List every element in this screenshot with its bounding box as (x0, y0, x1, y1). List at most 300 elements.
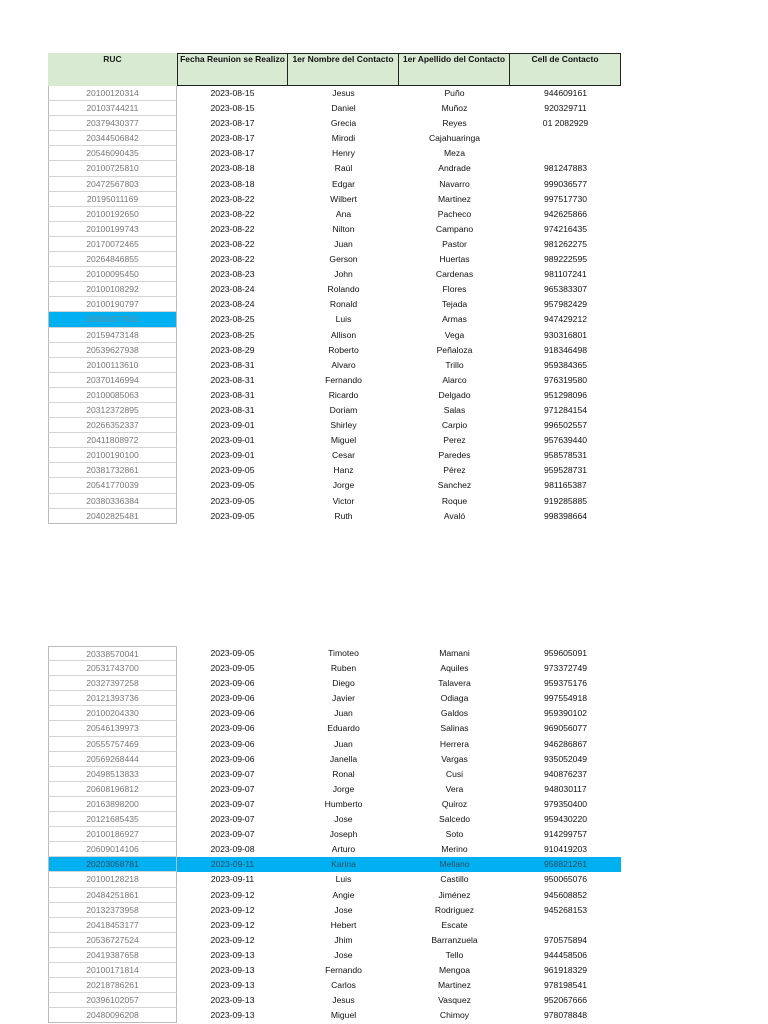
apellido-cell[interactable]: Avaló (443, 510, 466, 521)
table-row (48, 661, 621, 676)
nombre-cell[interactable]: Jhim (334, 934, 353, 945)
ruc-cell[interactable]: 20312372895 (48, 403, 177, 418)
ruc-cell[interactable]: 20539627938 (48, 343, 177, 358)
nombre-cell[interactable]: Doriam (329, 404, 358, 415)
ruc-cell[interactable]: 20100186927 (48, 827, 177, 842)
fecha-cell[interactable]: 2023-09-07 (210, 768, 255, 779)
fecha-cell[interactable]: 2023-09-12 (210, 934, 255, 945)
nombre-cell[interactable]: Joseph (329, 829, 358, 840)
nombre-cell[interactable]: Angie (332, 889, 355, 900)
cell-number-cell[interactable]: 957982429 (543, 299, 587, 310)
fecha-cell[interactable]: 2023-09-06 (210, 693, 255, 704)
table-row (48, 116, 621, 131)
fecha-cell[interactable]: 2023-08-29 (210, 344, 255, 355)
cell-number-cell[interactable]: 974216435 (543, 223, 587, 234)
nombre-cell[interactable]: Mirodi (331, 133, 356, 144)
fecha-cell[interactable]: 2023-08-18 (210, 163, 255, 174)
ruc-cell[interactable]: 20569268444 (48, 752, 177, 767)
apellido-cell[interactable]: Salcedo (438, 814, 471, 825)
apellido-cell[interactable]: Perez (443, 435, 466, 446)
nombre-cell[interactable]: Victor (332, 495, 355, 506)
apellido-cell[interactable]: Puño (444, 88, 465, 98)
fecha-cell[interactable]: 2023-08-17 (210, 118, 255, 129)
cell-number-cell[interactable]: 997554918 (543, 693, 587, 704)
fecha-cell[interactable]: 2023-09-13 (210, 980, 255, 991)
nombre-cell[interactable]: Miguel (330, 435, 357, 446)
cell-number-cell[interactable]: 947429212 (543, 314, 587, 325)
fecha-cell[interactable]: 2023-09-11 (210, 859, 255, 870)
table-row (48, 433, 621, 448)
ruc-cell[interactable]: 20379430377 (48, 116, 177, 131)
apellido-cell[interactable]: Andrade (438, 163, 471, 174)
nombre-cell[interactable]: Nilton (332, 223, 355, 234)
ruc-cell[interactable]: 20100171814 (48, 963, 177, 978)
table-row (48, 237, 621, 252)
ruc-cell[interactable]: 20536727524 (48, 933, 177, 948)
cell-number-cell[interactable] (510, 918, 621, 933)
fecha-cell[interactable]: 2023-09-05 (210, 510, 255, 521)
fecha-cell[interactable]: 2023-09-05 (210, 480, 255, 491)
apellido-cell[interactable]: Carpio (441, 420, 468, 431)
apellido-cell[interactable]: Vasquez (438, 995, 471, 1006)
nombre-cell[interactable]: Juan (334, 738, 353, 749)
nombre-cell[interactable]: Arturo (331, 844, 356, 855)
fecha-cell[interactable]: 2023-09-01 (210, 450, 255, 461)
ruc-cell[interactable]: 20100085063 (48, 388, 177, 403)
cell-number-cell[interactable]: 961918329 (543, 964, 587, 975)
fecha-cell[interactable]: 2023-09-07 (210, 798, 255, 809)
cell-number-cell[interactable]: 959528731 (543, 465, 587, 476)
cell-number-cell[interactable]: 978198541 (543, 980, 587, 991)
contacts-table-2 (48, 646, 621, 1023)
table-row (48, 721, 621, 736)
table-row (48, 842, 621, 857)
ruc-cell[interactable]: 20472567803 (48, 177, 177, 192)
nombre-cell[interactable]: Juan (334, 708, 353, 719)
nombre-cell[interactable]: Juan (334, 238, 353, 249)
nombre-cell[interactable]: Ruth (334, 510, 353, 521)
apellido-cell[interactable]: Salinas (440, 723, 469, 734)
cell-number-cell[interactable]: 997517730 (543, 193, 587, 204)
fecha-cell[interactable]: 2023-09-08 (210, 844, 255, 855)
nombre-cell[interactable]: Fernando (325, 964, 362, 975)
ruc-cell[interactable]: 20555757469 (48, 737, 177, 752)
fecha-cell[interactable]: 2023-09-07 (210, 814, 255, 825)
cell-number-cell[interactable]: 945268153 (543, 904, 587, 915)
ruc-cell[interactable]: 20304177552 (48, 312, 177, 327)
apellido-cell[interactable]: Pastor (442, 238, 467, 249)
cell-number-cell[interactable]: 01 2082929 (542, 118, 589, 129)
fecha-cell[interactable]: 2023-08-31 (210, 389, 255, 400)
apellido-cell[interactable]: Tello (445, 949, 464, 960)
fecha-cell[interactable]: 2023-08-15 (210, 103, 255, 114)
ruc-cell[interactable]: 20100108292 (48, 282, 177, 297)
nombre-cell[interactable]: Diego (332, 678, 355, 689)
cell-number-cell[interactable]: 944609161 (543, 88, 587, 98)
cell-number-cell[interactable]: 965383307 (543, 284, 587, 295)
apellido-cell[interactable]: Rodriguez (434, 904, 475, 915)
nombre-cell[interactable]: Alvaro (331, 359, 356, 370)
ruc-cell[interactable]: 20100128218 (48, 872, 177, 887)
apellido-cell[interactable]: Vargas (441, 753, 468, 764)
cell-number-cell[interactable]: 919285885 (543, 495, 587, 506)
ruc-cell[interactable]: 20541770039 (48, 478, 177, 493)
table-row (48, 933, 621, 948)
cell-number-cell[interactable]: 959430220 (543, 814, 587, 825)
fecha-cell[interactable]: 2023-08-15 (210, 88, 255, 98)
nombre-cell[interactable]: Luis (335, 314, 352, 325)
fecha-cell[interactable]: 2023-09-01 (210, 435, 255, 446)
ruc-cell[interactable]: 20266352337 (48, 418, 177, 433)
ruc-cell[interactable]: 20163898200 (48, 797, 177, 812)
ruc-cell[interactable]: 20370146994 (48, 373, 177, 388)
cell-number-cell[interactable]: 959375176 (543, 678, 587, 689)
apellido-cell[interactable]: Campano (435, 223, 474, 234)
cell-number-cell[interactable]: 944458506 (543, 949, 587, 960)
ruc-cell[interactable]: 20100192650 (48, 207, 177, 222)
ruc-cell[interactable]: 20402825481 (48, 509, 177, 524)
cell-number-cell[interactable] (510, 146, 621, 161)
fecha-cell[interactable]: 2023-09-12 (210, 889, 255, 900)
fecha-cell[interactable]: 2023-08-22 (210, 254, 255, 265)
ruc-cell[interactable]: 20195011169 (48, 192, 177, 207)
table-row (48, 388, 621, 403)
nombre-cell[interactable]: Edgar (332, 178, 355, 189)
cell-number-cell[interactable]: 930316801 (543, 329, 587, 340)
fecha-cell[interactable]: 2023-08-31 (210, 374, 255, 385)
nombre-cell[interactable]: Fernando (325, 374, 362, 385)
cell-number-cell[interactable]: 981247883 (543, 163, 587, 174)
table-row (48, 752, 621, 767)
cell-number-cell[interactable]: 952067666 (543, 995, 587, 1006)
nombre-cell[interactable]: Roberto (328, 344, 359, 355)
fecha-cell[interactable]: 2023-08-24 (210, 284, 255, 295)
cell-number-cell[interactable]: 957639440 (543, 435, 587, 446)
table-row (48, 948, 621, 963)
table-row (48, 328, 621, 343)
apellido-cell[interactable]: Sanchez (437, 480, 472, 491)
apellido-cell[interactable]: Mamani (439, 648, 470, 658)
ruc-cell[interactable]: 20480096208 (48, 1008, 177, 1023)
apellido-cell[interactable]: Peñaloza (436, 344, 473, 355)
apellido-cell[interactable]: Galdos (440, 708, 469, 719)
ruc-cell[interactable]: 20396102057 (48, 993, 177, 1008)
cell-number-cell[interactable]: 970575894 (543, 934, 587, 945)
ruc-cell[interactable]: 20344506842 (48, 131, 177, 146)
ruc-cell[interactable]: 20484251861 (48, 888, 177, 903)
apellido-cell[interactable]: Huertas (439, 254, 470, 265)
fecha-cell[interactable]: 2023-09-11 (210, 874, 255, 885)
fecha-cell[interactable]: 2023-09-06 (210, 723, 255, 734)
ruc-cell[interactable]: 20381732861 (48, 463, 177, 478)
nombre-cell[interactable]: Carlos (331, 980, 356, 991)
ruc-cell[interactable]: 20159473148 (48, 328, 177, 343)
apellido-cell[interactable]: Martinez (438, 193, 471, 204)
fecha-cell[interactable]: 2023-09-07 (210, 783, 255, 794)
fecha-cell[interactable]: 2023-08-24 (210, 299, 255, 310)
cell-number-cell[interactable]: 945608852 (543, 889, 587, 900)
cell-number-cell[interactable] (510, 131, 621, 146)
table-row (48, 888, 621, 903)
apellido-cell[interactable]: Mellano (439, 859, 470, 870)
header-nombre: 1er Nombre del Contacto (288, 53, 399, 86)
apellido-cell[interactable]: Navarro (439, 178, 470, 189)
nombre-cell[interactable]: Janella (329, 753, 358, 764)
nombre-cell[interactable]: Ana (335, 208, 352, 219)
apellido-cell[interactable]: Aquiles (440, 663, 469, 674)
apellido-cell[interactable]: Cusi (445, 768, 464, 779)
nombre-cell[interactable]: Humberto (324, 798, 363, 809)
ruc-cell[interactable]: 20100113610 (48, 358, 177, 373)
fecha-cell[interactable]: 2023-08-25 (210, 329, 255, 340)
ruc-cell[interactable]: 20121685435 (48, 812, 177, 827)
cell-number-cell[interactable]: 914299757 (543, 829, 587, 840)
ruc-cell[interactable]: 20609014106 (48, 842, 177, 857)
apellido-cell[interactable]: Escate (441, 919, 468, 930)
cell-number-cell[interactable]: 959390102 (543, 708, 587, 719)
nombre-cell[interactable]: Jose (334, 904, 353, 915)
apellido-cell[interactable]: Jiménez (438, 889, 471, 900)
table-row (48, 978, 621, 993)
cell-number-cell[interactable]: 958578531 (543, 450, 587, 461)
nombre-cell[interactable]: Timoteo (328, 648, 359, 658)
fecha-cell[interactable]: 2023-08-25 (210, 314, 255, 325)
apellido-cell[interactable]: Chimoy (439, 1010, 470, 1021)
ruc-cell[interactable]: 20100120314 (48, 86, 177, 101)
apellido-cell[interactable]: Flores (442, 284, 467, 295)
apellido-cell[interactable]: Tejada (441, 299, 468, 310)
ruc-cell[interactable]: 20103744211 (48, 101, 177, 116)
cell-number-cell[interactable]: 979350400 (543, 798, 587, 809)
nombre-cell[interactable]: Ronald (329, 299, 358, 310)
ruc-cell[interactable]: 20100199743 (48, 222, 177, 237)
cell-number-cell[interactable]: 942625866 (543, 208, 587, 219)
fecha-cell[interactable]: 2023-09-13 (210, 1010, 255, 1021)
fecha-cell[interactable]: 2023-08-23 (210, 269, 255, 280)
table-header (48, 53, 621, 86)
apellido-cell[interactable]: Cardenas (435, 269, 474, 280)
apellido-cell[interactable]: Herrera (439, 738, 470, 749)
table-row (48, 706, 621, 721)
table-row (48, 463, 621, 478)
apellido-cell[interactable]: Pérez (443, 465, 466, 476)
ruc-cell[interactable]: 20100095450 (48, 267, 177, 282)
ruc-cell[interactable]: 20411808972 (48, 433, 177, 448)
apellido-cell[interactable]: Martinez (438, 980, 471, 991)
fecha-cell[interactable]: 2023-09-05 (210, 495, 255, 506)
apellido-cell[interactable]: Castillo (440, 874, 469, 885)
fecha-cell[interactable]: 2023-09-07 (210, 829, 255, 840)
ruc-cell[interactable]: 20380336384 (48, 494, 177, 509)
nombre-cell[interactable]: Luis (335, 874, 352, 885)
ruc-cell[interactable]: 20546139973 (48, 721, 177, 736)
cell-number-cell[interactable]: 918346498 (543, 344, 587, 355)
ruc-cell[interactable]: 20100204330 (48, 706, 177, 721)
cell-number-cell[interactable]: 978078848 (543, 1010, 587, 1021)
apellido-cell[interactable]: Delgado (438, 389, 471, 400)
cell-number-cell[interactable]: 950065076 (543, 874, 587, 885)
nombre-cell[interactable]: Shirley (330, 420, 357, 431)
table-row (48, 252, 621, 267)
nombre-cell[interactable]: Rolando (327, 284, 360, 295)
fecha-cell[interactable]: 2023-08-22 (210, 193, 255, 204)
ruc-cell[interactable]: 20546090435 (48, 146, 177, 161)
apellido-cell[interactable]: Vera (445, 783, 464, 794)
fecha-cell[interactable]: 2023-08-22 (210, 223, 255, 234)
cell-number-cell[interactable]: 920329711 (544, 103, 587, 114)
ruc-cell[interactable]: 20327397258 (48, 676, 177, 691)
fecha-cell[interactable]: 2023-09-12 (210, 904, 255, 915)
fecha-cell[interactable]: 2023-09-01 (210, 420, 255, 431)
apellido-cell[interactable]: Cajahuaringa (428, 133, 481, 144)
nombre-cell[interactable]: Cesar (332, 450, 355, 461)
table-row (48, 993, 621, 1008)
fecha-cell[interactable]: 2023-09-05 (210, 648, 255, 658)
cell-number-cell[interactable]: 959384365 (543, 359, 587, 370)
nombre-cell[interactable]: Henry (332, 148, 355, 159)
nombre-cell[interactable]: Grecia (330, 118, 357, 129)
ruc-cell[interactable]: 20100190797 (48, 297, 177, 312)
apellido-cell[interactable]: Trillo (445, 359, 464, 370)
ruc-cell[interactable]: 20419387658 (48, 948, 177, 963)
ruc-cell[interactable]: 20170072465 (48, 237, 177, 252)
fecha-cell[interactable]: 2023-09-13 (210, 964, 255, 975)
cell-number-cell[interactable]: 946286867 (543, 738, 587, 749)
cell-number-cell[interactable]: 976319580 (543, 374, 587, 385)
cell-number-cell[interactable]: 910419203 (543, 844, 587, 855)
fecha-cell[interactable]: 2023-09-05 (210, 465, 255, 476)
apellido-cell[interactable]: Merino (441, 844, 468, 855)
ruc-cell[interactable]: 20121393736 (48, 691, 177, 706)
nombre-cell[interactable]: Karina (331, 859, 356, 870)
nombre-cell[interactable]: Jose (334, 814, 353, 825)
nombre-cell[interactable]: Daniel (331, 103, 356, 114)
nombre-cell[interactable]: Ruben (330, 663, 357, 674)
nombre-cell[interactable]: Ronal (332, 768, 355, 779)
cell-number-cell[interactable]: 989222595 (543, 254, 587, 265)
ruc-cell[interactable]: 20338570041 (48, 646, 177, 661)
fecha-cell[interactable]: 2023-09-06 (210, 708, 255, 719)
table-row (48, 161, 621, 176)
table-row (48, 494, 621, 509)
apellido-cell[interactable]: Salas (443, 404, 466, 415)
table-row (48, 207, 621, 222)
nombre-cell[interactable]: John (334, 269, 353, 280)
table-row (48, 509, 621, 524)
fecha-cell[interactable]: 2023-08-18 (210, 178, 255, 189)
table-row (48, 86, 621, 101)
nombre-cell[interactable]: Miguel (330, 1010, 357, 1021)
ruc-cell[interactable]: 20418453177 (48, 918, 177, 933)
cell-number-cell[interactable]: 935052049 (543, 753, 587, 764)
apellido-cell[interactable]: Roque (441, 495, 468, 506)
nombre-cell[interactable]: Ricardo (328, 389, 359, 400)
ruc-cell[interactable]: 20264846855 (48, 252, 177, 267)
apellido-cell[interactable]: Quiroz (441, 798, 468, 809)
ruc-cell[interactable]: 20203058781 (48, 857, 177, 872)
nombre-cell[interactable]: Jesus (332, 88, 355, 98)
cell-number-cell[interactable]: 958821261 (543, 859, 587, 870)
fecha-cell[interactable]: 2023-08-22 (210, 208, 255, 219)
nombre-cell[interactable]: Raúl (334, 163, 353, 174)
fecha-cell[interactable]: 2023-08-31 (210, 359, 255, 370)
fecha-cell[interactable]: 2023-09-06 (210, 678, 255, 689)
nombre-cell[interactable]: Eduardo (327, 723, 360, 734)
cell-number-cell[interactable]: 971284154 (543, 404, 587, 415)
ruc-cell[interactable]: 20218786261 (48, 978, 177, 993)
table-row (48, 146, 621, 161)
apellido-cell[interactable]: Alarco (442, 374, 467, 385)
apellido-cell[interactable]: Odiaga (440, 693, 469, 704)
fecha-cell[interactable]: 2023-08-17 (210, 148, 255, 159)
cell-number-cell[interactable]: 998398664 (543, 510, 587, 521)
nombre-cell[interactable]: Javier (332, 693, 355, 704)
table-row (48, 403, 621, 418)
nombre-cell[interactable]: Jose (334, 949, 353, 960)
ruc-cell[interactable]: 20531743700 (48, 661, 177, 676)
apellido-cell[interactable]: Mengoa (438, 964, 471, 975)
nombre-cell[interactable]: Hebert (330, 919, 357, 930)
apellido-cell[interactable]: Soto (445, 829, 464, 840)
fecha-cell[interactable]: 2023-09-12 (210, 919, 255, 930)
fecha-cell[interactable]: 2023-09-06 (210, 753, 255, 764)
cell-number-cell[interactable]: 999036577 (543, 178, 587, 189)
nombre-cell[interactable]: Gerson (329, 254, 358, 265)
apellido-cell[interactable]: Reyes (442, 118, 467, 129)
apellido-cell[interactable]: Talavera (438, 678, 471, 689)
apellido-cell[interactable]: Paredes (438, 450, 471, 461)
fecha-cell[interactable]: 2023-09-06 (210, 738, 255, 749)
cell-number-cell[interactable]: 969056077 (543, 723, 587, 734)
cell-number-cell[interactable]: 959605091 (543, 648, 587, 658)
fecha-cell[interactable]: 2023-09-13 (210, 949, 255, 960)
nombre-cell[interactable]: Allison (330, 329, 357, 340)
ruc-cell[interactable]: 20498513833 (48, 767, 177, 782)
fecha-cell[interactable]: 2023-09-05 (210, 663, 255, 674)
fecha-cell[interactable]: 2023-08-31 (210, 404, 255, 415)
cell-number-cell[interactable]: 973372749 (543, 663, 587, 674)
cell-number-cell[interactable]: 948030117 (544, 783, 587, 794)
nombre-cell[interactable]: Jesus (332, 995, 355, 1006)
cell-number-cell[interactable]: 996502557 (543, 420, 587, 431)
cell-number-cell[interactable]: 940876237 (543, 768, 587, 779)
ruc-cell[interactable]: 20100725810 (48, 161, 177, 176)
table-row (48, 1008, 621, 1023)
table-row (48, 131, 621, 146)
apellido-cell[interactable]: Muñoz (441, 103, 468, 114)
ruc-cell[interactable]: 20132373958 (48, 903, 177, 918)
apellido-cell[interactable]: Meza (443, 148, 465, 159)
cell-number-cell[interactable]: 981262275 (543, 238, 587, 249)
apellido-cell[interactable]: Barranzuela (431, 934, 478, 945)
nombre-cell[interactable]: Hanz (333, 465, 354, 476)
apellido-cell[interactable]: Armas (442, 314, 467, 325)
ruc-cell[interactable]: 20608196812 (48, 782, 177, 797)
nombre-cell[interactable]: Jorge (332, 783, 355, 794)
cell-number-cell[interactable]: 951298096 (543, 389, 587, 400)
nombre-cell[interactable]: Jorge (332, 480, 355, 491)
cell-number-cell[interactable]: 981165387 (544, 480, 587, 491)
table-row (48, 857, 621, 872)
cell-number-cell[interactable]: 981107241 (544, 269, 587, 280)
fecha-cell[interactable]: 2023-09-13 (210, 995, 255, 1006)
fecha-cell[interactable]: 2023-08-22 (210, 238, 255, 249)
ruc-cell[interactable]: 20100190100 (48, 448, 177, 463)
nombre-cell[interactable]: Wilbert (330, 193, 357, 204)
apellido-cell[interactable]: Vega (444, 329, 465, 340)
fecha-cell[interactable]: 2023-08-17 (210, 133, 255, 144)
apellido-cell[interactable]: Pacheco (437, 208, 472, 219)
